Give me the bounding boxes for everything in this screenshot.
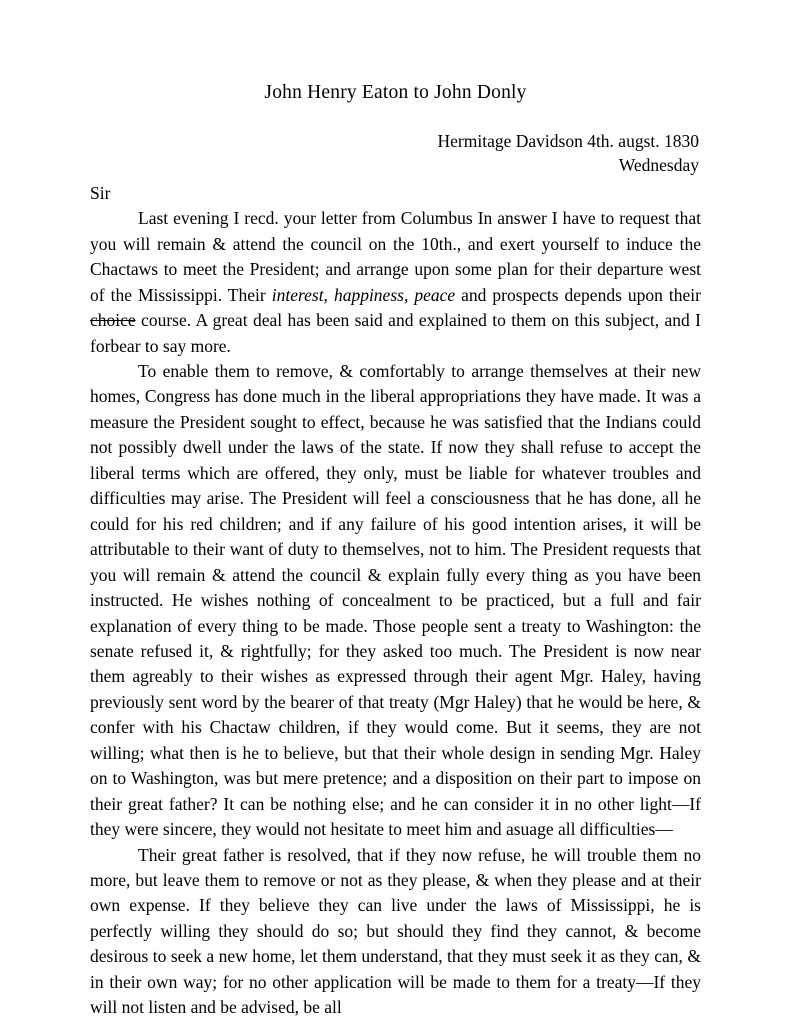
paragraph-1: Last evening I recd. your letter from Columbus In answer I have to request that you will remain & attend the council on the 10th., and exert yourself to induce the Chactaws to meet the President; and arrange upon some plan for their departure west of the Mississippi. Their interest, happiness, peace and prospects depends upon their choice course. A great deal has been said and explained to them on this subject, and I forbear to say more.: [90, 208, 701, 356]
dateline-day: Wednesday: [618, 154, 699, 175]
emphasis-text: interest, happiness, peace: [271, 284, 456, 305]
paragraph-3: Their great father is resolved, that if they now refuse, he will trouble them no more, but leave them to remove or not as they please, & when they please and at their own expense. If they believe they can live under the laws of Mississippi, he is perfectly willing they should do so; but should they find they cannot, & become desirous to seek a new home, let them understand, that they must seek it as they can, & in their own way; for no other application will be made to them for a treaty—If they will not listen and be advised, be all: [90, 844, 701, 1018]
struck-text: choice: [90, 310, 136, 331]
dateline-place-date: Hermitage Davidson 4th. augst. 1830: [437, 131, 699, 151]
page-title: John Henry Eaton to John Donly: [264, 82, 527, 103]
salutation: Sir: [90, 183, 111, 204]
dateline: [90, 130, 699, 177]
paragraph-2: To enable them to remove, & comfortably to arrange themselves at their new homes, Congress has done much in the liberal appropriations they have made. It was a measure the President sought to effect, because he was satisfied that the Indians could not possibly dwell under the laws of the state. If now they shall refuse to accept the liberal terms which are offered, they only, must be liable for whatever troubles and difficulties may arise. The President will feel a consciousness that he has done, all he could for his red children; and if any failure of his good intention arises, it will be attributable to their want of duty to themselves, not to him. The President requests that you will remain & attend the council & explain fully every thing as you have been instructed. He wishes nothing of concealment to be practiced, but a full and fair explanation of every thing to be made. Those people sent a treaty to Washington: the senate refused it, & rightfully; for they asked too much. The President is now near them agreably to their wishes as expressed through their agent Mgr. Haley, having previously sent word by the bearer of that treaty (Mgr Haley) that he would be here, & confer with his Chactaw children, if they would come. But it seems, they are not willing; what then is he to believe, but that their whole design in sending Mgr. Haley on to Washington, was but mere pretence; and a disposition on their part to impose on their great father? It can be nothing else; and he can consider it in no other light—If they were sincere, they would not hesitate to meet him and asuage all difficulties—: [90, 360, 701, 840]
